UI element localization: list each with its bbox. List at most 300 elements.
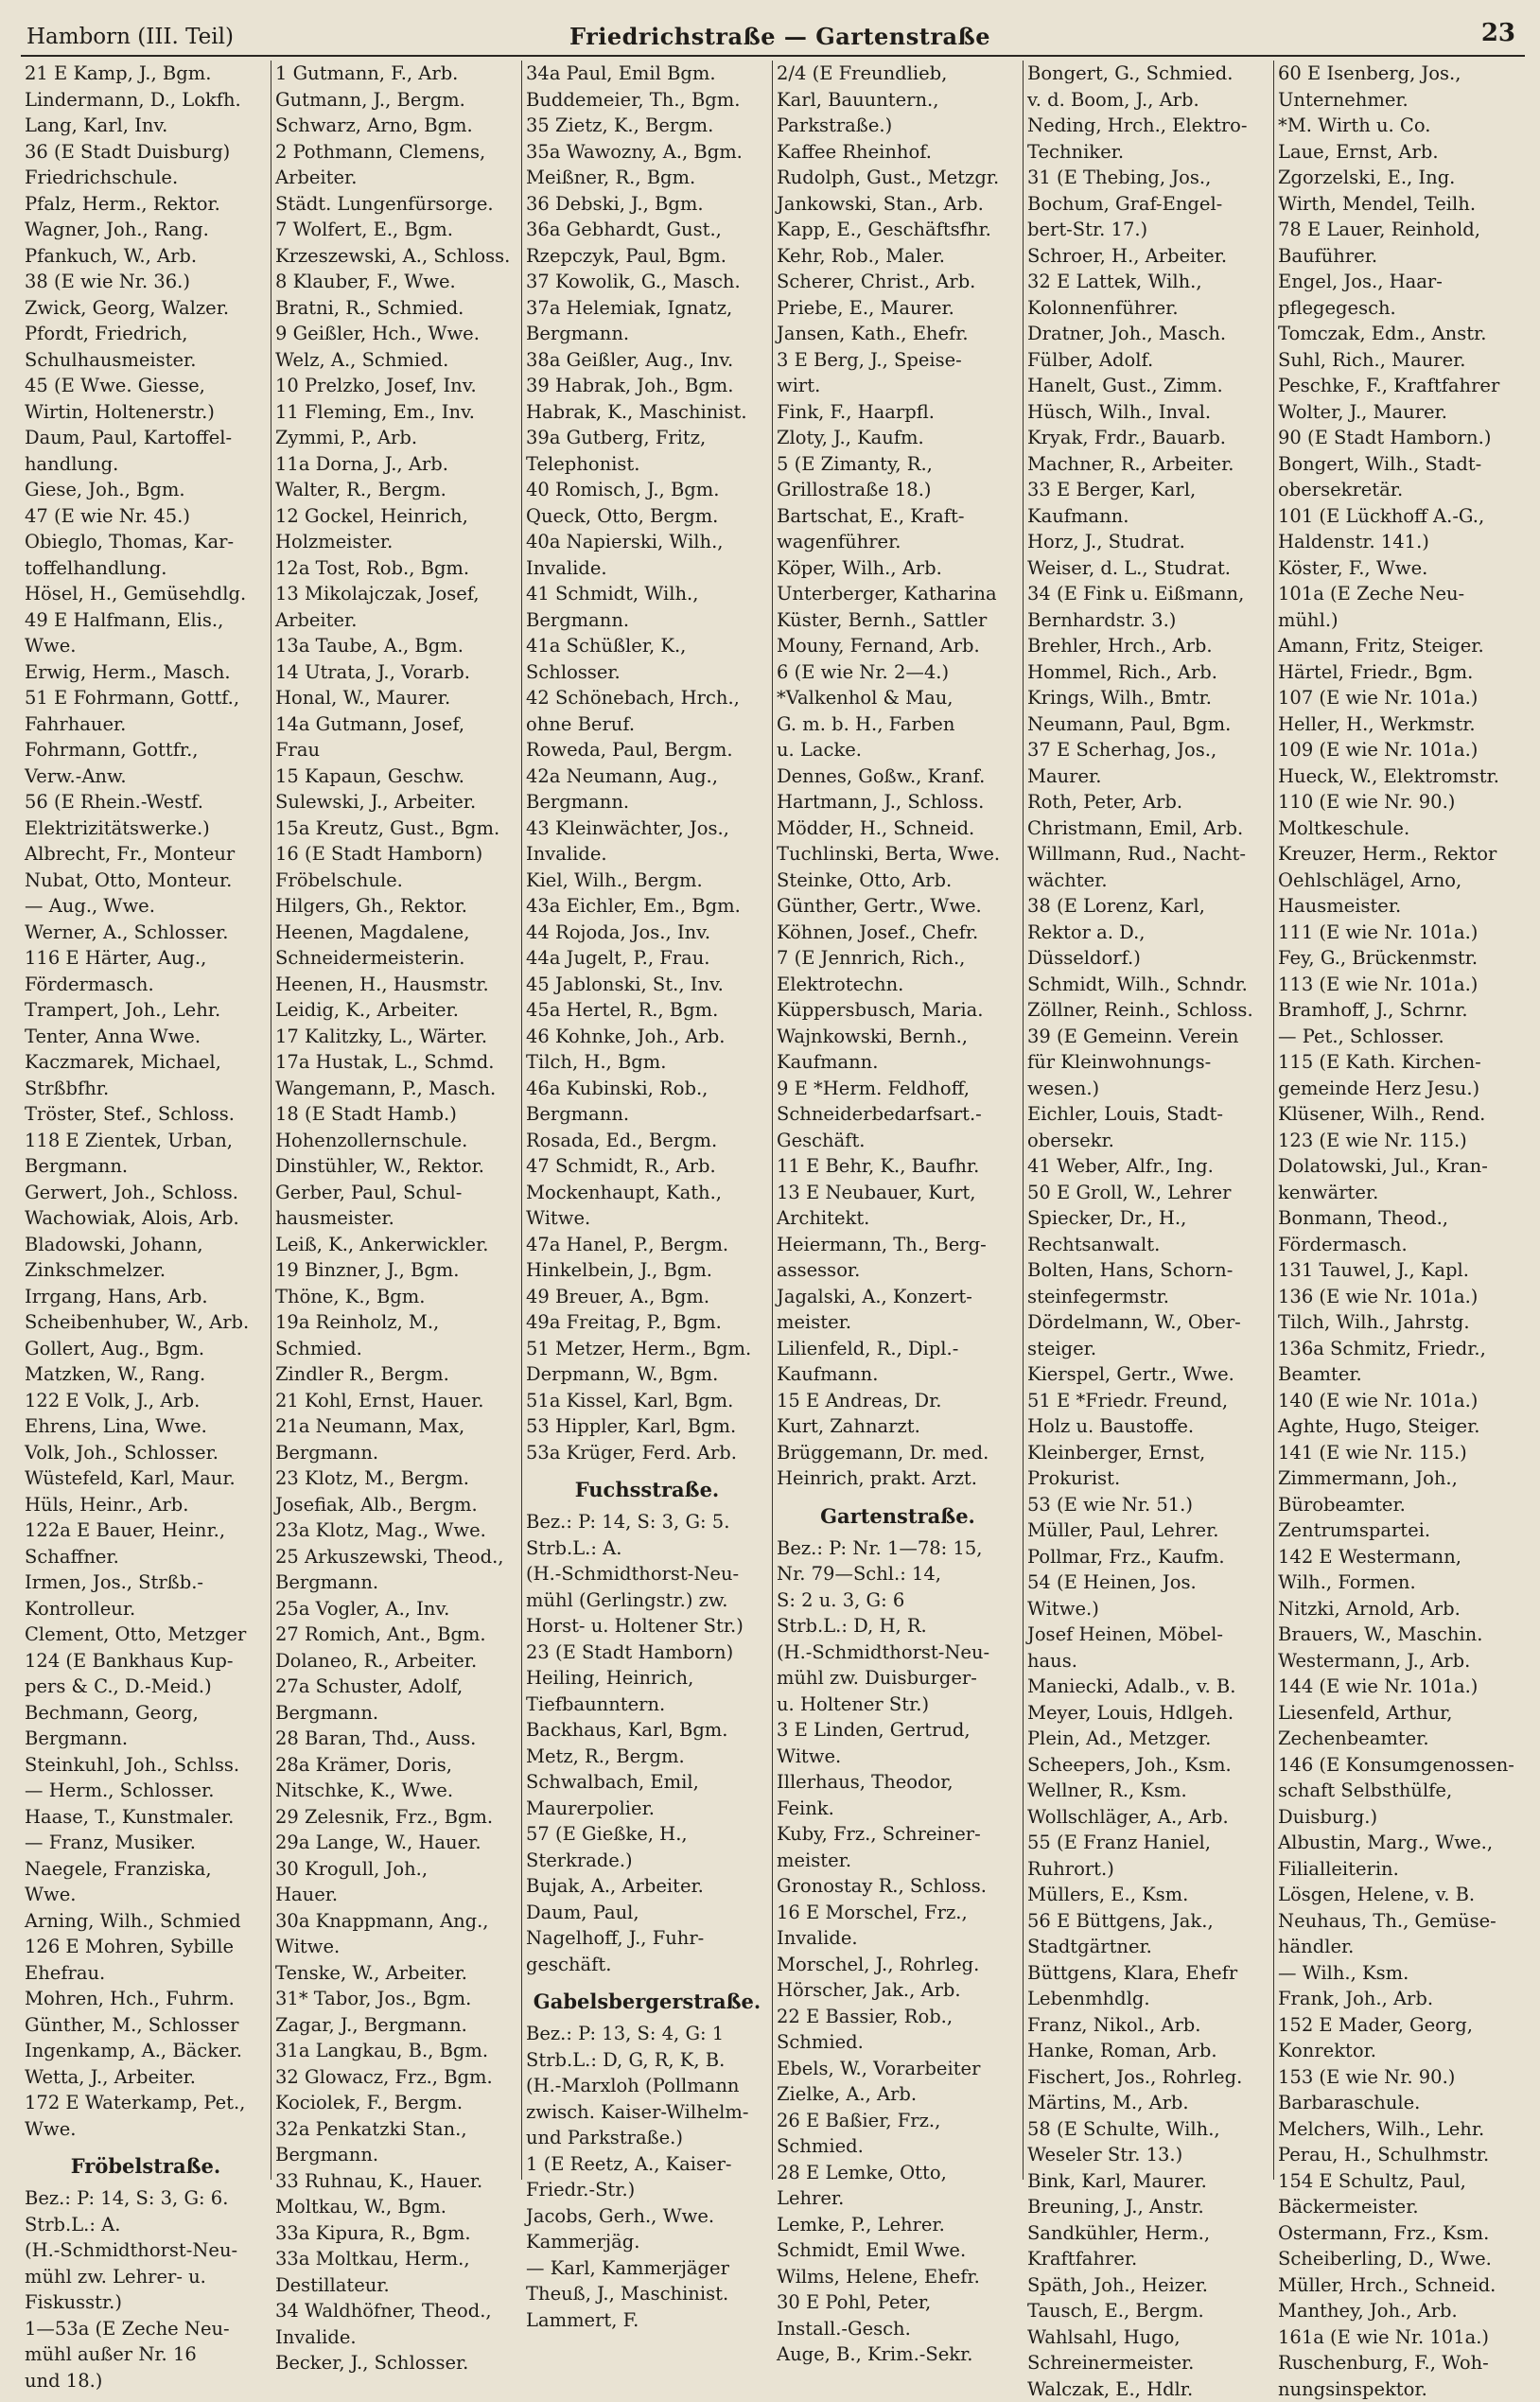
directory-entry: Friedr.-Str.)	[526, 2177, 768, 2203]
directory-entry: Nitzki, Arnold, Arb.	[1278, 1596, 1521, 1622]
directory-entry: — Herm., Schlosser.	[25, 1778, 267, 1804]
directory-entry: 51 E Fohrmann, Gottf.,	[25, 685, 267, 711]
directory-entry: Kierspel, Gertr., Wwe.	[1027, 1361, 1269, 1388]
directory-entry: 34 (E Fink u. Eißmann,	[1027, 581, 1269, 607]
directory-entry: Karl, Bauuntern.,	[777, 87, 1019, 114]
directory-entry: Ruschenburg, F., Woh-	[1278, 2350, 1521, 2376]
directory-entry: Hüsch, Wilh., Inval.	[1027, 399, 1269, 426]
directory-entry: 21 E Kamp, J., Bgm.	[25, 61, 267, 87]
directory-entry: 35a Wawozny, A., Bgm.	[526, 139, 768, 166]
directory-entry: assessor.	[777, 1257, 1019, 1284]
directory-entry: zwisch. Kaiser-Wilhelm-	[526, 2099, 768, 2126]
directory-entry: Kehr, Rob., Maler.	[777, 243, 1019, 270]
directory-entry: 39 Habrak, Joh., Bgm.	[526, 373, 768, 399]
directory-entry: 11 Fleming, Em., Inv.	[275, 399, 517, 426]
directory-entry: Priebe, E., Maurer.	[777, 295, 1019, 322]
directory-entry: mühl außer Nr. 16	[25, 2341, 267, 2368]
directory-entry: 32 Glowacz, Frz., Bgm.	[275, 2064, 517, 2091]
directory-entry: Nubat, Otto, Monteur.	[25, 868, 267, 894]
directory-entry: Strb.L.: D, G, R, K, B.	[526, 2047, 768, 2074]
directory-entry: Peschke, F., Kraftfahrer	[1278, 373, 1521, 399]
directory-entry: Albrecht, Fr., Monteur	[25, 841, 267, 868]
directory-entry: 28a Krämer, Doris,	[275, 1752, 517, 1779]
directory-entry: Sulewski, J., Arbeiter.	[275, 789, 517, 815]
directory-entry: haus.	[1027, 1648, 1269, 1674]
directory-entry: 53a Krüger, Ferd. Arb.	[526, 1440, 768, 1466]
directory-entry: 30 Krogull, Joh.,	[275, 1856, 517, 1883]
directory-entry: 109 (E wie Nr. 101a.)	[1278, 737, 1521, 763]
street-heading: Fröbelstraße.	[25, 2148, 267, 2185]
directory-entry: 17a Hustak, L., Schmd.	[275, 1049, 517, 1076]
directory-entry: 47 (E wie Nr. 45.)	[25, 503, 267, 530]
directory-entry: 12a Tost, Rob., Bgm.	[275, 555, 517, 582]
directory-entry: Günther, Gertr., Wwe.	[777, 893, 1019, 920]
directory-entry: 49 E Halfmann, Elis.,	[25, 607, 267, 634]
section-title: Hamborn (III. Teil)	[26, 25, 234, 49]
directory-entry: Kaufmann.	[777, 1361, 1019, 1388]
directory-entry: kenwärter.	[1278, 1180, 1521, 1206]
directory-entry: 116 E Härter, Aug.,	[25, 945, 267, 972]
directory-entry: Spiecker, Dr., H.,	[1027, 1205, 1269, 1232]
directory-entry: Hueck, W., Elektromstr.	[1278, 763, 1521, 790]
directory-entry: Zwick, Georg, Walzer.	[25, 295, 267, 322]
directory-entry: obersekr.	[1027, 1128, 1269, 1154]
directory-entry: Zymmi, P., Arb.	[275, 425, 517, 451]
directory-entry: 26 E Baßier, Frz.,	[777, 2108, 1019, 2134]
directory-entry: Frank, Joh., Arb.	[1278, 1986, 1521, 2012]
directory-entry: Lemke, P., Lehrer.	[777, 2212, 1019, 2238]
directory-entry: Josefiak, Alb., Bergm.	[275, 1492, 517, 1518]
directory-entry: Tenter, Anna Wwe.	[25, 1024, 267, 1050]
directory-entry: 12 Gockel, Heinrich,	[275, 503, 517, 530]
directory-entry: Duisburg.)	[1278, 1804, 1521, 1831]
directory-entry: Horz, J., Studrat.	[1027, 529, 1269, 555]
directory-entry: Gronostay R., Schloss.	[777, 1873, 1019, 1900]
directory-entry: Pfordt, Friedrich,	[25, 321, 267, 347]
directory-entry: Wangemann, P., Masch.	[275, 1076, 517, 1102]
directory-entry: Bergmann.	[25, 1153, 267, 1180]
directory-entry: Lösgen, Helene, v. B.	[1278, 1882, 1521, 1908]
directory-entry: 43a Eichler, Em., Bgm.	[526, 893, 768, 920]
directory-entry: nungsinspektor.	[1278, 2376, 1521, 2402]
directory-entry: Heenen, Magdalene,	[275, 920, 517, 946]
directory-entry: Lang, Karl, Inv.	[25, 113, 267, 139]
directory-entry: Wwe.	[25, 1882, 267, 1908]
directory-entry: 154 E Schultz, Paul,	[1278, 2168, 1521, 2195]
directory-entry: Liesenfeld, Arthur,	[1278, 1700, 1521, 1727]
directory-entry: toffelhandlung.	[25, 555, 267, 582]
directory-entry: Zentrumspartei.	[1278, 1517, 1521, 1544]
directory-entry: 110 (E wie Nr. 90.)	[1278, 789, 1521, 815]
directory-entry: Schneidermeisterin.	[275, 945, 517, 972]
directory-entry: Naegele, Franziska,	[25, 1856, 267, 1883]
directory-entry: Install.-Gesch.	[777, 2316, 1019, 2342]
directory-entry: 34a Paul, Emil Bgm.	[526, 61, 768, 87]
directory-entry: 152 E Mader, Georg,	[1278, 2012, 1521, 2039]
directory-entry: wagenführer.	[777, 529, 1019, 555]
directory-entry: 31a Langkau, B., Bgm.	[275, 2038, 517, 2064]
directory-entry: 140 (E wie Nr. 101a.)	[1278, 1388, 1521, 1414]
directory-entry: wirt.	[777, 373, 1019, 399]
directory-entry: 29 Zelesnik, Frz., Bgm.	[275, 1804, 517, 1831]
directory-entry: Jagalski, A., Konzert-	[777, 1284, 1019, 1310]
directory-entry: Zöllner, Reinh., Schloss.	[1027, 997, 1269, 1024]
directory-entry: Hörscher, Jak., Arb.	[777, 1977, 1019, 2004]
directory-entry: Invalide.	[526, 555, 768, 582]
directory-entry: Bernhardstr. 3.)	[1027, 607, 1269, 634]
directory-entry: Becker, J., Schlosser.	[275, 2350, 517, 2376]
directory-entry: Tomczak, Edm., Anstr.	[1278, 321, 1521, 347]
directory-entry: Bergmann.	[526, 1101, 768, 1128]
directory-entry: Arning, Wilh., Schmied	[25, 1908, 267, 1935]
directory-entry: Bergmann.	[526, 607, 768, 634]
directory-entry: 27a Schuster, Adolf,	[275, 1674, 517, 1700]
directory-entry: 51 E *Friedr. Freund,	[1027, 1388, 1269, 1414]
directory-entry: Haase, T., Kunstmaler.	[25, 1804, 267, 1831]
directory-entry: Ehrens, Lina, Wwe.	[25, 1413, 267, 1440]
directory-entry: Brüggemann, Dr. med.	[777, 1440, 1019, 1466]
directory-entry: Bez.: P: 14, S: 3, G: 6.	[25, 2185, 267, 2212]
directory-entry: Meyer, Louis, Hdlgeh.	[1027, 1700, 1269, 1727]
directory-entry: Mohren, Hch., Fuhrm.	[25, 1986, 267, 2012]
directory-entry: 16 (E Stadt Hamborn)	[275, 841, 517, 868]
directory-entry: Müller, Paul, Lehrer.	[1027, 1517, 1269, 1544]
directory-entry: Schmied.	[777, 2133, 1019, 2160]
directory-entry: Maurer.	[1027, 763, 1269, 790]
directory-entry: Bez.: P: 14, S: 3, G: 5.	[526, 1509, 768, 1535]
directory-entry: 136 (E wie Nr. 101a.)	[1278, 1284, 1521, 1310]
directory-entry: 8 Klauber, F., Wwe.	[275, 269, 517, 295]
directory-entry: Maurerpolier.	[526, 1796, 768, 1822]
directory-entry: Bäckermeister.	[1278, 2194, 1521, 2220]
directory-entry: Ebels, W., Vorarbeiter	[777, 2056, 1019, 2082]
directory-entry: Ruhrort.)	[1027, 1856, 1269, 1883]
directory-entry: (H.-Schmidthorst-Neu-	[777, 1639, 1019, 1666]
directory-entry: Bink, Karl, Maurer.	[1027, 2168, 1269, 2195]
directory-entry: Morschel, J., Rohrleg.	[777, 1952, 1019, 1978]
directory-entry: Wajnkowski, Bernh.,	[777, 1024, 1019, 1050]
directory-entry: Bochum, Graf-Engel-	[1027, 191, 1269, 218]
directory-entry: 54 (E Heinen, Jos.	[1027, 1569, 1269, 1596]
directory-entry: Kaufmann.	[777, 1049, 1019, 1076]
directory-entry: Hommel, Rich., Arb.	[1027, 659, 1269, 686]
directory-entry: Schaffner.	[25, 1544, 267, 1570]
directory-entry: 58 (E Schulte, Wilh.,	[1027, 2116, 1269, 2143]
directory-entry: Heenen, H., Hausmstr.	[275, 972, 517, 998]
directory-entry: Zagar, J., Bergmann.	[275, 2012, 517, 2039]
directory-entry: Josef Heinen, Möbel-	[1027, 1622, 1269, 1648]
directory-entry: Feink.	[777, 1796, 1019, 1822]
directory-entry: Fey, G., Brückenmstr.	[1278, 945, 1521, 972]
directory-entry: Giese, Joh., Bgm.	[25, 477, 267, 503]
directory-entry: 32 E Lattek, Wilh.,	[1027, 269, 1269, 295]
directory-entry: Wwe.	[25, 2116, 267, 2143]
directory-entry: 118 E Zientek, Urban,	[25, 1128, 267, 1154]
directory-entry: 30 E Pohl, Peter,	[777, 2289, 1019, 2316]
directory-entry: 56 (E Rhein.-Westf.	[25, 789, 267, 815]
directory-entry: Roth, Peter, Arb.	[1027, 789, 1269, 815]
directory-entry: Dolaneo, R., Arbeiter.	[275, 1648, 517, 1674]
directory-entry: Laue, Ernst, Arb.	[1278, 139, 1521, 166]
directory-entry: 42 Schönebach, Hrch.,	[526, 685, 768, 711]
directory-entry: steinfegermstr.	[1027, 1284, 1269, 1310]
directory-entry: Metz, R., Bergm.	[526, 1744, 768, 1770]
directory-entry: Bergmann.	[25, 1726, 267, 1752]
directory-entry: 50 E Groll, W., Lehrer	[1027, 1180, 1269, 1206]
directory-entry: Rzepczyk, Paul, Bgm.	[526, 243, 768, 270]
directory-entry: *M. Wirth u. Co.	[1278, 113, 1521, 139]
directory-entry: 25 Arkuszewski, Theod.,	[275, 1544, 517, 1570]
directory-entry: Arbeiter.	[275, 165, 517, 191]
directory-entry: Grillostraße 18.)	[777, 477, 1019, 503]
directory-entry: Filialleiterin.	[1278, 1856, 1521, 1883]
directory-entry: 136a Schmitz, Friedr.,	[1278, 1336, 1521, 1362]
directory-entry: Destillateur.	[275, 2272, 517, 2299]
directory-entry: Pfankuch, W., Arb.	[25, 243, 267, 270]
directory-entry: hausmeister.	[275, 1205, 517, 1232]
directory-entry: 15a Kreutz, Gust., Bgm.	[275, 815, 517, 842]
directory-entry: Thöne, K., Bgm.	[275, 1284, 517, 1310]
directory-entry: Trampert, Joh., Lehr.	[25, 997, 267, 1024]
directory-entry: Wilms, Helene, Ehefr.	[777, 2264, 1019, 2290]
directory-entry: 27 Romich, Ant., Bgm.	[275, 1622, 517, 1648]
directory-entry: 122 E Volk, J., Arb.	[25, 1388, 267, 1414]
directory-entry: Architekt.	[777, 1205, 1019, 1232]
directory-entry: 101a (E Zeche Neu-	[1278, 581, 1521, 607]
directory-entry: Fischert, Jos., Rohrleg.	[1027, 2064, 1269, 2091]
directory-entry: Tiefbaunntern.	[526, 1692, 768, 1718]
directory-entry: 38 (E wie Nr. 36.)	[25, 269, 267, 295]
directory-entry: 23 (E Stadt Hamborn)	[526, 1639, 768, 1666]
directory-entry: Sandkühler, Herm.,	[1027, 2220, 1269, 2247]
directory-entry: 19a Reinholz, M.,	[275, 1309, 517, 1336]
directory-entry: Kaufmann.	[1027, 503, 1269, 530]
directory-entry: G. m. b. H., Farben	[777, 711, 1019, 738]
directory-entry: steiger.	[1027, 1336, 1269, 1362]
directory-entry: Nagelhoff, J., Fuhr-	[526, 1925, 768, 1952]
directory-entry: 9 Geißler, Hch., Wwe.	[275, 321, 517, 347]
directory-entry: Wwe.	[25, 633, 267, 659]
directory-entry: Scheibenhuber, W., Arb.	[25, 1309, 267, 1336]
directory-entry: Mockenhaupt, Kath.,	[526, 1180, 768, 1206]
directory-entry: Lammert, F.	[526, 2307, 768, 2334]
directory-entry: (H.-Schmidthorst-Neu-	[25, 2237, 267, 2264]
directory-entry: Fahrhauer.	[25, 711, 267, 738]
directory-entry: Invalide.	[275, 2324, 517, 2351]
directory-entry: Elektrotechn.	[777, 972, 1019, 998]
directory-entry: Müllers, E., Ksm.	[1027, 1882, 1269, 1908]
directory-entry: mühl zw. Lehrer- u.	[25, 2264, 267, 2290]
directory-entry: Frau	[275, 737, 517, 763]
directory-entry: 25a Vogler, A., Inv.	[275, 1596, 517, 1622]
directory-entry: Bujak, A., Arbeiter.	[526, 1873, 768, 1900]
directory-entry: 31 (E Thebing, Jos.,	[1027, 165, 1269, 191]
directory-entry: Franz, Nikol., Arb.	[1027, 2012, 1269, 2039]
directory-entry: 36 (E Stadt Duisburg)	[25, 139, 267, 166]
directory-entry: Märtins, M., Arb.	[1027, 2090, 1269, 2116]
directory-entry: Bürobeamter.	[1278, 1492, 1521, 1518]
directory-entry: Unternehmer.	[1278, 87, 1521, 114]
directory-entry: pers & C., D.-Meid.)	[25, 1674, 267, 1700]
directory-entry: 51 Metzer, Herm., Bgm.	[526, 1336, 768, 1362]
directory-entry: 56 E Büttgens, Jak.,	[1027, 1908, 1269, 1935]
directory-entry: Unterberger, Katharina	[777, 581, 1019, 607]
directory-entry: 153 (E wie Nr. 90.)	[1278, 2064, 1521, 2091]
directory-entry: 13 E Neubauer, Kurt,	[777, 1180, 1019, 1206]
directory-entry: Roweda, Paul, Bergm.	[526, 737, 768, 763]
directory-entry: Wellner, R., Ksm.	[1027, 1778, 1269, 1804]
directory-entry: 13a Taube, A., Bgm.	[275, 633, 517, 659]
directory-entry: Engel, Jos., Haar-	[1278, 269, 1521, 295]
directory-entry: 30a Knappmann, Ang.,	[275, 1908, 517, 1935]
directory-entry: Parkstraße.)	[777, 113, 1019, 139]
directory-entry: Kleinberger, Ernst,	[1027, 1440, 1269, 1466]
directory-entry: Eichler, Louis, Stadt-	[1027, 1101, 1269, 1128]
directory-entry: 7 (E Jennrich, Rich.,	[777, 945, 1019, 972]
directory-entry: Fülber, Adolf.	[1027, 347, 1269, 374]
directory-column	[1024, 61, 1274, 2180]
directory-entry: Zloty, J., Kaufm.	[777, 425, 1019, 451]
directory-entry: Klüsener, Wilh., Rend.	[1278, 1101, 1521, 1128]
directory-entry: Bergmann.	[275, 1440, 517, 1466]
directory-entry: Haldenstr. 141.)	[1278, 529, 1521, 555]
directory-entry: Hauer.	[275, 1882, 517, 1908]
directory-entry: S: 2 u. 3, G: 6	[777, 1587, 1019, 1614]
directory-entry: obersekretär.	[1278, 477, 1521, 503]
directory-entry: 17 Kalitzky, L., Wärter.	[275, 1024, 517, 1050]
directory-entry: Zgorzelski, E., Ing.	[1278, 165, 1521, 191]
directory-entry: 34 Waldhöfner, Theod.,	[275, 2298, 517, 2324]
directory-entry: 124 (E Bankhaus Kup-	[25, 1648, 267, 1674]
directory-entry: 21 Kohl, Ernst, Hauer.	[275, 1388, 517, 1414]
directory-entry: Köhnen, Josef., Chefr.	[777, 920, 1019, 946]
directory-entry: Brauers, W., Maschin.	[1278, 1622, 1521, 1648]
directory-entry: Bez.: P: 13, S: 4, G: 1	[526, 2021, 768, 2047]
directory-entry: 172 E Waterkamp, Pet.,	[25, 2090, 267, 2116]
directory-entry: Wolter, J., Maurer.	[1278, 399, 1521, 426]
directory-entry: Heiermann, Th., Berg-	[777, 1232, 1019, 1258]
directory-entry: 29a Lange, W., Hauer.	[275, 1830, 517, 1856]
directory-entry: Weiser, d. L., Studrat.	[1027, 555, 1269, 582]
directory-entry: 126 E Mohren, Sybille	[25, 1934, 267, 1960]
directory-entry: 40a Napierski, Wilh.,	[526, 529, 768, 555]
directory-entry: Telephonist.	[526, 451, 768, 478]
directory-entry: Bartschat, E., Kraft-	[777, 503, 1019, 530]
directory-entry: 5 (E Zimanty, R.,	[777, 451, 1019, 478]
directory-entry: für Kleinwohnungs-	[1027, 1049, 1269, 1076]
directory-entry: Wirth, Mendel, Teilh.	[1278, 191, 1521, 218]
directory-entry: Neumann, Paul, Bgm.	[1027, 711, 1269, 738]
directory-entry: Fiskusstr.)	[25, 2289, 267, 2316]
page-header	[21, 13, 1525, 57]
directory-entry: 144 (E wie Nr. 101a.)	[1278, 1674, 1521, 1700]
directory-entry: Suhl, Rich., Maurer.	[1278, 347, 1521, 374]
directory-entry: 122a E Bauer, Heinr.,	[25, 1517, 267, 1544]
directory-entry: Bauführer.	[1278, 243, 1521, 270]
directory-entry: Pfalz, Herm., Rektor.	[25, 191, 267, 218]
directory-entry: mühl.)	[1278, 607, 1521, 634]
directory-entry: Heiling, Heinrich,	[526, 1665, 768, 1692]
directory-entry: Hüls, Heinr., Arb.	[25, 1492, 267, 1518]
directory-entry: 11 E Behr, K., Baufhr.	[777, 1153, 1019, 1180]
directory-entry: geschäft.	[526, 1952, 768, 1978]
directory-entry: Verw.-Anw.	[25, 763, 267, 790]
directory-entry: Daum, Paul, Kartoffel-	[25, 425, 267, 451]
directory-entry: Dennes, Goßw., Kranf.	[777, 763, 1019, 790]
directory-entry: 44 Rojoda, Jos., Inv.	[526, 920, 768, 946]
directory-entry: Manthey, Joh., Arb.	[1278, 2298, 1521, 2324]
directory-entry: Backhaus, Karl, Bgm.	[526, 1717, 768, 1744]
directory-entry: 37 Kowolik, G., Masch.	[526, 269, 768, 295]
directory-entry: Gollert, Aug., Bgm.	[25, 1336, 267, 1362]
directory-entry: 1 Gutmann, F., Arb.	[275, 61, 517, 87]
street-heading: Fuchsstraße.	[526, 1471, 768, 1509]
directory-entry: Elektrizitätswerke.)	[25, 815, 267, 842]
directory-entry: Küster, Bernh., Sattler	[777, 607, 1019, 634]
directory-entry: 3 E Berg, J., Speise-	[777, 347, 1019, 374]
directory-entry: Clement, Otto, Metzger	[25, 1622, 267, 1648]
directory-entry: Bolten, Hans, Schorn-	[1027, 1257, 1269, 1284]
directory-entry: mühl zw. Duisburger-	[777, 1665, 1019, 1692]
directory-entry: *Valkenhol & Mau,	[777, 685, 1019, 711]
directory-entry: Walczak, E., Hdlr.	[1027, 2376, 1269, 2402]
directory-entry: Leidig, K., Arbeiter.	[275, 997, 517, 1024]
directory-entry: Invalide.	[526, 841, 768, 868]
directory-entry: Bladowski, Johann,	[25, 1232, 267, 1258]
directory-entry: Fohrmann, Gottfr.,	[25, 737, 267, 763]
directory-entry: 47a Hanel, P., Bergm.	[526, 1232, 768, 1258]
directory-entry: Erwig, Herm., Masch.	[25, 659, 267, 686]
directory-entry: Ingenkamp, A., Bäcker.	[25, 2038, 267, 2064]
directory-entry: Matzken, W., Rang.	[25, 1361, 267, 1388]
directory-entry: Ehefrau.	[25, 1960, 267, 1987]
directory-entry: 38 (E Lorenz, Karl,	[1027, 893, 1269, 920]
directory-entry: 28 E Lemke, Otto,	[777, 2160, 1019, 2186]
directory-entry: Sterkrade.)	[526, 1848, 768, 1874]
directory-entry: Bergmann.	[275, 1569, 517, 1596]
directory-entry: Fink, F., Haarpfl.	[777, 399, 1019, 426]
directory-entry: 53 (E wie Nr. 51.)	[1027, 1492, 1269, 1518]
directory-entry: Walter, R., Bergm.	[275, 477, 517, 503]
directory-entry: 45 Jablonski, St., Inv.	[526, 972, 768, 998]
directory-entry: Büttgens, Klara, Ehefr	[1027, 1960, 1269, 1987]
directory-entry: — Aug., Wwe.	[25, 893, 267, 920]
directory-entry: Kraftfahrer.	[1027, 2246, 1269, 2272]
directory-entry: Mödder, H., Schneid.	[777, 815, 1019, 842]
directory-entry: Schroer, H., Arbeiter.	[1027, 243, 1269, 270]
directory-entry: gemeinde Herz Jesu.)	[1278, 1076, 1521, 1102]
directory-entry: 131 Tauwel, J., Kapl.	[1278, 1257, 1521, 1284]
directory-entry: Schwalbach, Emil,	[526, 1769, 768, 1796]
directory-entry: Müller, Hrch., Schneid.	[1278, 2272, 1521, 2299]
directory-entry: Bergmann.	[526, 789, 768, 815]
directory-entry: Heller, H., Werkmstr.	[1278, 711, 1521, 738]
directory-entry: 115 (E Kath. Kirchen-	[1278, 1049, 1521, 1076]
directory-entry: ohne Beruf.	[526, 711, 768, 738]
directory-entry: Düsseldorf.)	[1027, 945, 1269, 972]
directory-entry: wesen.)	[1027, 1076, 1269, 1102]
street-heading: Gabelsbergerstraße.	[526, 1983, 768, 2021]
directory-entry: Schmied.	[275, 1336, 517, 1362]
directory-entry: — Franz, Musiker.	[25, 1830, 267, 1856]
directory-entry: Krings, Wilh., Bmtr.	[1027, 685, 1269, 711]
directory-columns	[21, 61, 1525, 2180]
directory-entry: Hanke, Roman, Arb.	[1027, 2038, 1269, 2064]
directory-entry: Techniker.	[1027, 139, 1269, 166]
directory-entry: Bramhoff, J., Schrnr.	[1278, 997, 1521, 1024]
directory-entry: Willmann, Rud., Nacht-	[1027, 841, 1269, 868]
directory-entry: 1—53a (E Zeche Neu-	[25, 2316, 267, 2342]
